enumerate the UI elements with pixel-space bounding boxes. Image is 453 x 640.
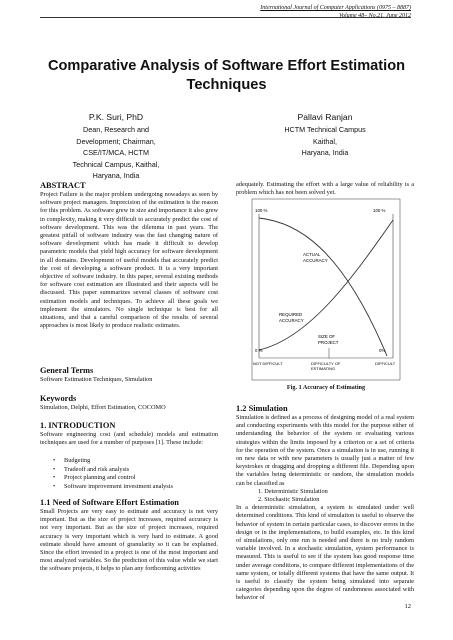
continued-text: adequately. Estimating the effort with a large value of reliability is a problem which has not been solved yet. bbox=[236, 181, 414, 197]
label-x-right: DIFFICULT bbox=[375, 361, 396, 366]
introduction-section bbox=[40, 421, 218, 447]
label-x-mid: DIFFICULTY OF bbox=[311, 361, 341, 366]
need-text: Small Projects are very easy to estimate and accuracy is not very important. But as the size of project increases, required accuracy is not very important. But as the size of project increases, required accuracy is very important which is very hard to estimate. A good estimate should have amount of granularity so it can be explained. Since the effort invested in a project is one of the most important and most analyzed variables. So the prediction of this value while we start the software projects, it helps to plan any forthcoming activities bbox=[40, 508, 218, 573]
author-1 bbox=[40, 110, 192, 182]
simulation-text-2: In a deterministic simulation, a system is simulated under well determined conditions. This kind of simulation is useful to observe the behavior of system in certain particular cases, to discover errors in the design or in the implementations, to build examples, etc. In this kind of simulations, only one run is needed and there is no truly random variable involved. In a stochastic simulation, system performance is measured. This is useful to see if the system has good response time under average conditions, to compare different implementations of the same system, or totally different systems that have the same output. It is useful to classify the system being simulated into separate categories depending upon the degree of randomness associated with behavior of bbox=[236, 504, 414, 602]
title-line-2: Techniques bbox=[186, 77, 267, 93]
author-2-name: Pallavi Ranjan bbox=[297, 112, 353, 122]
purpose-list bbox=[48, 457, 218, 491]
label-required: REQUIRED bbox=[279, 312, 303, 317]
right-column-intro bbox=[236, 181, 414, 197]
figure-frame bbox=[252, 199, 400, 380]
general-terms-heading: General Terms bbox=[40, 366, 94, 375]
label-size-2: PROJECT bbox=[318, 340, 339, 345]
general-terms-text: Software Estimation Techniques, Simulation bbox=[40, 376, 153, 383]
author-1-line: Dean, Research and bbox=[83, 125, 149, 134]
label-right-bottom: 0% bbox=[379, 348, 386, 353]
title-line-1: Comparative Analysis of Software Effort Estimation bbox=[47, 58, 406, 74]
label-actual: ACTUAL bbox=[303, 252, 321, 257]
author-2-line: HCTM Technical Campus bbox=[284, 125, 366, 134]
abstract-text: Project Failure is the major problem undergoing nowadays as seen by software project managers. Imprecision of the estimation is the reason for this problem. As software grew in size and importance it also grew in complexity, making it very difficult to accurately predict the cost of software development. This was the dilemma in past years. The greatest pitfall of software industry was the fast changing nature of software development which has made it difficult to develop parametric models that yield high accuracy for software development in all domains. Development of useful models that accurately predict the cost of developing a software product. It is a very important objective of software industry. In this paper, several existing methods for software cost estimation are illustrated and their aspects will be discussed. This paper summarizes several classes of software cost estimation models and techniques. To achieve all these goals we implement the simulators. No single technique is best for all situations, and that a careful comparison of the results of several approaches is most likely to produce realistic estimates. bbox=[40, 191, 218, 330]
simulation-heading: 1.2 Simulation bbox=[236, 404, 288, 413]
keywords-text: Simulation, Delphi, Effort Estimation, COCOMO bbox=[40, 404, 166, 411]
accuracy-figure bbox=[251, 198, 401, 381]
need-section bbox=[40, 498, 218, 574]
abstract-heading: ABSTRACT bbox=[40, 181, 86, 190]
label-left-bottom: 0 % bbox=[255, 348, 263, 353]
keywords-heading: Keywords bbox=[40, 394, 77, 403]
general-terms-section bbox=[40, 366, 218, 384]
need-heading: 1.1 Need of Software Effort Estimation bbox=[40, 498, 179, 507]
abstract-section bbox=[40, 181, 218, 330]
keywords-section bbox=[40, 394, 218, 412]
label-right-top: 100 % bbox=[373, 208, 386, 213]
page-number: 12 bbox=[404, 603, 411, 610]
author-2 bbox=[250, 110, 400, 159]
list-item: • Tradeoff and risk analysis bbox=[48, 466, 218, 475]
paper-title bbox=[30, 57, 423, 95]
label-required-2: ACCURACY bbox=[279, 318, 304, 323]
simulation-text-1: Simulation is defined as a process of designing model of a real system and conducting experiments with this model for the purpose either of understanding the behavior of the system or evaluating various strategies within the limits imposed by a criterion or a set of criteria for the operation of the system. Once a simulation is in use, running it on new data or with new parameters is usually just a matter of few keystrokes or dragging and dropping a different file. Depending upon the variables being deterministic or random, the simulation models can be classified as bbox=[236, 414, 414, 487]
author-1-line: Technical Campus, Kaithal, bbox=[72, 159, 160, 169]
introduction-text: Software engineering cost (and schedule) models and estimation techniques are used for a number of purposes [1]. These include: bbox=[40, 431, 218, 447]
journal-name: International Journal of Computer Applications (0975 – 8887) bbox=[260, 5, 411, 11]
simulation-section bbox=[236, 404, 414, 603]
label-size: SIZE OF bbox=[318, 334, 336, 339]
label-left-top: 100 % bbox=[255, 208, 268, 213]
author-1-line: Haryana, India bbox=[92, 171, 140, 180]
label-x-mid-2: ESTIMATING bbox=[311, 366, 336, 371]
author-2-line: Haryana, India bbox=[301, 148, 349, 157]
list-item: • Project planning and control bbox=[48, 474, 218, 483]
list-item: • Software improvement investment analysis bbox=[48, 483, 218, 492]
list-item: • Budgeting bbox=[48, 457, 218, 466]
label-x-left: NOT DIFFICULT bbox=[253, 361, 283, 366]
author-1-line: Development; Chairman, bbox=[76, 136, 156, 146]
simulation-list bbox=[236, 488, 414, 504]
list-item: 2. Stochastic Simulation bbox=[258, 496, 320, 504]
figure-caption: Fig. 1 Accuracy of Estimating bbox=[286, 384, 366, 391]
author-1-line: CSE/IT/MCA, HCTM bbox=[83, 148, 149, 157]
header-rule bbox=[40, 17, 411, 18]
author-1-name: P.K. Suri, PhD bbox=[88, 112, 144, 122]
list-item: 1. Deterministic Simulation bbox=[258, 487, 328, 495]
journal-volume: Volume 48– No.21, June 2012 bbox=[339, 13, 411, 19]
author-2-line: Kaithal, bbox=[313, 136, 337, 146]
introduction-heading: 1. INTRODUCTION bbox=[40, 421, 116, 430]
label-actual-2: ACCURACY bbox=[303, 258, 328, 263]
